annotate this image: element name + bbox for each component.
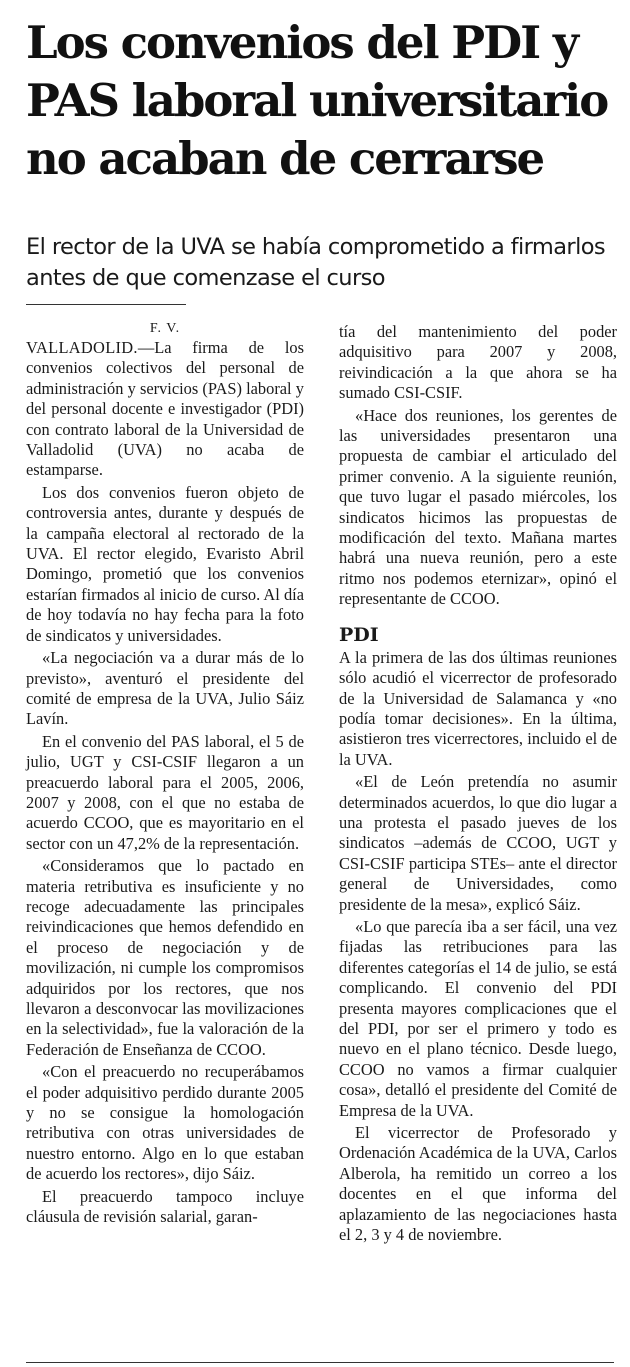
paragraph: «Lo que parecía iba a ser fácil, una vez fijadas las retribuciones para las diferentes categorías el 14 de julio, se está complicando. El convenio del PDI presenta mayores complicaciones que el del PDI, por ser el primero y todo es nuevo en el plano técnico. Desde luego, CCOO no vamos a firmar cualquier cosa», detalló el presidente del Comité de Empresa de la UVA. xyxy=(339,916,617,1120)
subtitle: El rector de la UVA se había comprometido a firmarlos antes de que comenzase el curso xyxy=(26,234,606,291)
paragraph: «El de León pretendía no asumir determinados acuerdos, lo que dio lugar a una protesta el pasado jueves de los sindicatos –además de CCOO, UGT y CSI-CSIF participa STEs– ante el director general de Universidades, como presidente de la mesa», explicó Sáiz. xyxy=(339,772,617,914)
paragraph: «La negociación va a durar más de lo previsto», aventuró el presidente del comité de empresa de la UVA, Julio Sáiz Lavín. xyxy=(26,648,304,729)
paragraph: Los dos convenios fueron objeto de controversia antes, durante y después de la campaña electoral al rectorado de la UVA. El rector elegido, Evaristo Abril Domingo, prometió que los convenios estarían firmados al inicio de curso. Al día de hoy todavía no hay fecha para la foto de sindicatos y universidades. xyxy=(26,482,304,645)
left-column xyxy=(26,320,304,1229)
bottom-rule xyxy=(26,1362,614,1363)
paragraph-continuation: tía del mantenimiento del poder adquisitivo para 2007 y 2008, reivindicación a la que ahora se ha sumado CSI-CSIF. xyxy=(339,322,617,403)
byline: F. V. xyxy=(149,321,181,336)
paragraph: «Hace dos reuniones, los gerentes de las universidades presentaron una propuesta de cambiar el articulado del primer convenio. A la siguiente reunión, que tuvo lugar el pasado miércoles, los sindicatos hicimos las propuestas de modificación del texto. Mañana martes habrá una nueva reunión, pero a este ritmo nos podemos eternizar», opinó el representante de CCOO. xyxy=(339,405,617,609)
headline: Los convenios del PDI y PAS laboral universitario no acaban de cerrarse xyxy=(26,16,608,185)
lead-paragraph xyxy=(26,338,304,481)
paragraph-text: —La firma de los convenios colectivos del personal de administración y servicios (PAS) laboral y del personal docente e investigador (PDI) con contrato laboral de la Universidad de Valladolid (UVA) no acaba de estamparse. xyxy=(26,338,304,480)
right-column xyxy=(339,322,617,1247)
paragraph: «Con el preacuerdo no recuperábamos el poder adquisitivo perdido durante 2005 y no se consigue la homologación retributiva con otras universidades de nuestro entorno. Algo en lo que estaban de acuerdo los rectores», dijo Sáiz. xyxy=(26,1062,304,1184)
section-heading: PDI xyxy=(339,623,379,646)
subtitle-divider xyxy=(26,304,186,305)
paragraph: El preacuerdo tampoco incluye cláusula de revisión salarial, garan- xyxy=(26,1186,304,1227)
paragraph: En el convenio del PAS laboral, el 5 de julio, UGT y CSI-CSIF llegaron a un preacuerdo laboral para el 2005, 2006, 2007 y 2008, con el que no estaba de acuerdo CCOO, que es mayoritario en el sector con un 47,2% de la representación. xyxy=(26,731,304,853)
paragraph: El vicerrector de Profesorado y Ordenación Académica de la UVA, Carlos Alberola, ha remitido un correo a los docentes en el que informa del aplazamiento de las negociaciones hasta el 2, 3 y 4 de noviembre. xyxy=(339,1123,617,1245)
paragraph: A la primera de las dos últimas reuniones sólo acudió el vicerrector de profesorado de la Universidad de Salamanca y «no podía tomar decisiones». En la última, asistieron tres vicerrectores, incluido el de la UVA. xyxy=(339,647,617,769)
dateline-location: VALLADOLID. xyxy=(26,338,138,357)
paragraph: «Consideramos que lo pactado en materia retributiva es insuficiente y no recoge adecuadamente las principales reivindicaciones que hemos defendido en el proceso de negociación y de movilización, ni cumple los compromisos adquiridos por los rectores, que nos llevaron a desconvocar las movilizaciones en la selectividad», fue la valoración de la Federación de Enseñanza de CCOO. xyxy=(26,856,304,1059)
